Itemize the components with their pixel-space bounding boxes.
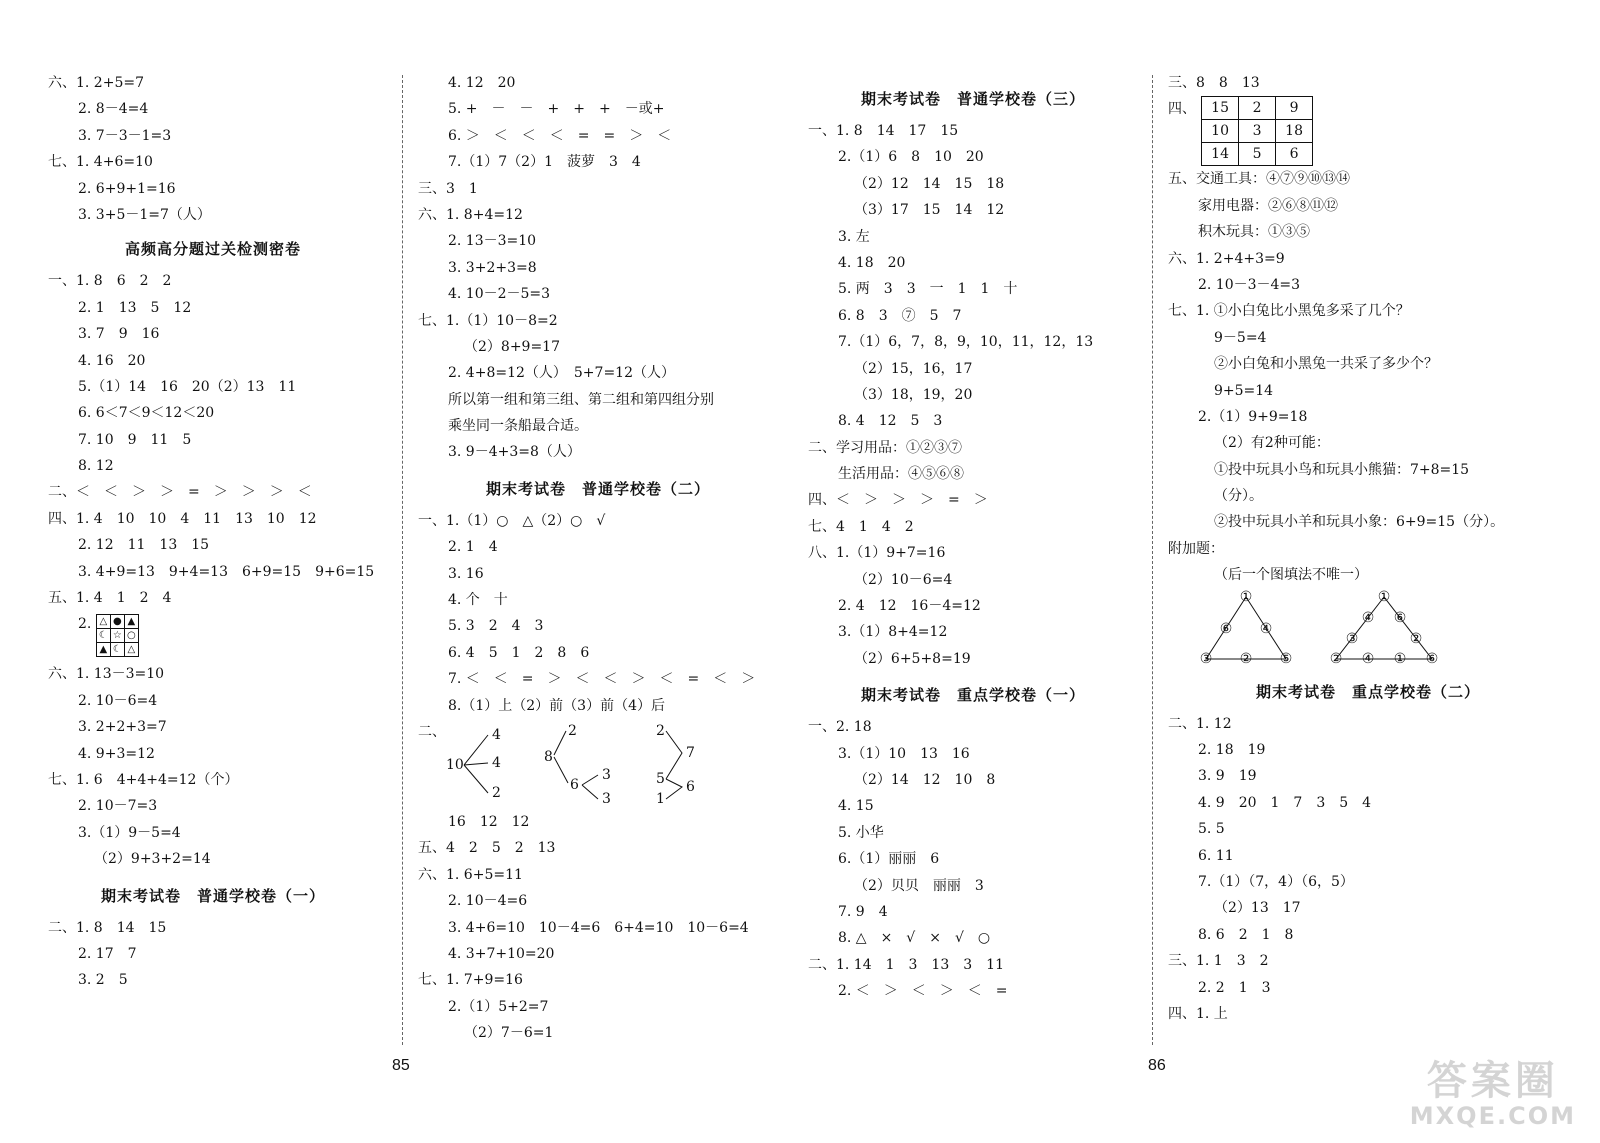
answer-line: 4. 3+7+10=20 [448,945,555,962]
answer-line: 4. 10－2－5=3 [448,286,551,303]
answer-line: （2）12 14 15 18 [854,175,1005,192]
answer-line: 2. 4+8=12（人） 5+7=12（人） [448,365,675,382]
answer-line: 8. 4 12 5 3 [838,413,943,430]
page-number-left: 85 [392,1057,410,1074]
triangle-edge [1336,597,1432,659]
tree-leaf: 2 [492,784,501,801]
tree-leaf: 7 [686,744,695,761]
symbol-cell: ▲ [96,643,110,657]
column-2 [418,70,778,1047]
answer-line: 5.（1）14 16 20（2）13 11 [78,378,297,395]
answer-block [48,70,378,228]
answer-line: 5. 小华 [838,824,884,841]
answer-line: （后一个图填法不唯一） [1214,567,1368,584]
answer-line: 六、1. 2+5=7 [48,75,144,91]
tree-leaf: 4 [492,754,501,771]
answer-line: 6. ＞ ＜ ＜ ＜ = = ＞ ＜ [448,127,672,144]
tree-leaf: 6 [686,778,695,795]
answer-line: 二、学习用品：①②③⑦ [808,439,962,456]
symbol-cell: ▲ [124,615,138,629]
triangle-node: ④ [1361,650,1375,667]
tree-root: 10 [446,756,464,773]
column-4 [1168,70,1568,1027]
tree-branch [464,735,488,793]
answer-line: 四、1. 上 [1168,1005,1228,1022]
tree-node: 6 [570,776,579,793]
answer-line: 三、8 8 13 [1168,75,1260,91]
answer-line: 一、1.（1）○ △（2）○ √ [418,512,606,529]
watermark-logo [1410,1059,1576,1129]
triangle-node: ② [1239,650,1253,667]
symbol-cell: △ [96,615,110,629]
triangle-node: ⑥ [1219,620,1233,637]
answer-line: 七、1.（1）10－8=2 [418,312,558,329]
answer-line: 2. 10－4=6 [448,893,528,910]
symbol-cell: ☆ [110,629,124,643]
triangle-node: ⑥ [1393,609,1407,626]
answer-line: 2. 1 4 [448,539,498,556]
answer-line: 五、交通工具：④⑦⑨⑩⑬⑭ [1168,171,1350,188]
tree-root: 8 [544,748,553,765]
answer-block [808,118,1138,672]
grid-cell: 2 [1239,97,1276,120]
tree-leaf: 1 [656,790,665,807]
answer-line: 家用电器：②⑥⑧⑪⑫ [1198,197,1338,214]
tree-leaf: 2 [656,722,665,739]
answer-line: 7.（1）7（2）1 菠萝 3 4 [448,154,641,171]
answer-line: 6. 11 [1198,847,1234,864]
answer-line: 七、1. 4+6=10 [48,154,153,171]
column-divider [1152,75,1153,1045]
answer-line: 二、＜ ＜ ＞ ＞ = ＞ ＞ ＞ ＜ [48,484,312,501]
answer-line: （2）有2种可能： [1214,435,1330,452]
triangle-node: ① [1377,588,1391,605]
tree-branch [666,731,682,799]
answer-line: 2. 12 11 13 15 [78,537,210,554]
column-1 [48,70,378,994]
answer-line: 4. 12 20 [448,75,516,91]
answer-line: 3.（1）10 13 16 [838,745,970,762]
triangle-node: ③ [1345,630,1359,647]
answer-line: 五、4 2 5 2 13 [418,840,556,857]
answer-line: （3）18，19，20 [854,386,973,403]
watermark-url: MXQE.COM [1409,1102,1576,1130]
answer-line: 3. 3+2+3=8 [448,259,537,276]
number-tree-row [418,719,778,809]
answer-line: 2. 18 19 [1198,742,1266,759]
page-number-right: 86 [1148,1057,1166,1074]
answer-line: 4. 9 20 1 7 3 5 4 [1198,794,1372,811]
answer-line: 9+5=14 [1214,382,1274,399]
grid-cell: 6 [1276,143,1313,166]
section-heading: 高频高分题过关检测密卷 [124,240,301,259]
tree-leaf: 3 [602,766,611,783]
answer-line: 六、1. 8+4=12 [418,206,523,223]
watermark-text: 答案圈 [1426,1058,1559,1104]
answer-line: 3. 4+6=10 10－4=6 6+4=10 10－6=4 [448,919,749,936]
triangle-node: ⑥ [1425,650,1439,667]
answer-line: 二、1. 14 1 3 13 3 11 [808,956,1004,973]
symbol-cell: ○ [124,629,138,643]
answer-line: 6. 4 5 1 2 8 6 [448,644,590,661]
answer-block [808,714,1138,1004]
answer-line: 2. 2 1 3 [1198,979,1271,996]
section-heading: 期末考试卷 普通学校卷（一） [100,886,325,905]
answer-line: 一、1. 8 14 17 15 [808,123,959,139]
answer-line: 4. 15 [838,798,874,815]
answer-line: 6. 6＜7＜9＜12＜20 [78,405,215,422]
answer-line: 2. 10－6=4 [78,692,158,709]
triangle-node: ① [1239,588,1253,605]
answer-line: （2）13 17 [1214,900,1301,917]
answer-line: 2. 13－3=10 [448,233,537,250]
answer-line: 5. 两 3 3 一 1 1 十 [838,281,1018,298]
answer-line: 2.（1）9+9=18 [1198,408,1308,425]
triangle-edge [1206,597,1286,659]
answer-block [48,661,378,872]
symbol-cell: ☾ [110,643,124,657]
answer-line: 六、1. 2+4+3=9 [1168,250,1285,267]
question-label: 2. [78,616,92,633]
tree-leaf: 2 [568,722,577,739]
answer-line: 2. 10－7=3 [78,798,158,815]
triangle-node: ④ [1259,620,1273,637]
answer-line: （2）贝贝 丽丽 3 [854,877,984,894]
answer-line: 4. 18 20 [838,254,906,271]
answer-line: 2. 6+9+1=16 [78,180,176,197]
answer-line: 3. 16 [448,565,484,582]
answer-line: 2.（1）6 8 10 20 [838,149,984,166]
answer-line: 4. 9+3=12 [78,745,155,762]
number-grid-row [1168,96,1568,166]
answer-line: 7.（1）6，7，8，9，10，11，12，13 [838,334,1094,351]
symbol-grid [96,614,139,657]
answer-line: 5. 5 [1198,821,1225,838]
answer-line: 七、1. 6 4+4+4=12（个） [48,771,239,788]
answer-line: 3. 左 [838,228,870,245]
answer-line: （2）14 12 10 8 [854,771,996,788]
column-3 [808,70,1138,1005]
tree-leaf: 4 [492,726,501,743]
answer-line: 9－5=4 [1214,329,1267,346]
answer-line: ②小白兔和小黑兔一共采了多少个？ [1214,356,1438,373]
grid-cell: 15 [1202,97,1239,120]
answer-line: 8. △ × √ × √ ○ [838,930,991,947]
answer-line: （2）6+5+8=19 [854,650,971,667]
triangle-node: ⑤ [1279,650,1293,667]
tree-leaf: 3 [602,790,611,807]
answer-line: 一、2. 18 [808,719,872,736]
answer-line: 2. 10－3－4=3 [1198,276,1301,293]
answer-block [418,70,778,466]
answer-line: 4. 个 十 [448,592,508,609]
tree-node: 5 [656,770,665,787]
answer-line: 3. 2 5 [78,972,128,989]
answer-line: 七、1. ①小白兔比小黑兔多采了几个？ [1168,303,1410,320]
answer-line: （分）。 [1214,488,1263,505]
answer-line: 四、＜ ＞ ＞ ＞ = ＞ [808,492,988,509]
answer-line: （2）9+3+2=14 [94,851,211,868]
answer-line: 积木玩具：①③⑤ [1198,224,1310,241]
triangle-node: ③ [1199,650,1213,667]
answer-line: 三、3 1 [418,180,478,197]
column-divider [402,75,403,1045]
grid-cell: 10 [1202,120,1239,143]
answer-line: 三、1. 1 3 2 [1168,953,1269,970]
answer-line: 5. 3 2 4 3 [448,618,544,635]
answer-line: 2. 17 7 [78,945,137,962]
answer-block [48,268,378,611]
answer-line: 一、1. 8 6 2 2 [48,273,172,290]
answer-line: 7.（1）（7，4）（6，5） [1198,873,1354,890]
answer-line: 7. ＜ ＜ = ＞ ＜ ＜ ＞ ＜ = ＜ ＞ [448,671,756,688]
answer-line: 乘坐同一条船最合适。 [448,418,588,435]
section-heading: 期末考试卷 重点学校卷（二） [1255,682,1480,701]
answer-line: 六、1. 6+5=11 [418,866,523,883]
answer-block [418,809,778,1047]
answer-line: 6. 8 3 ⑦ 5 7 [838,307,962,324]
answer-block [418,508,778,719]
answer-line: 6.（1）丽丽 6 [838,851,940,868]
number-grid [1201,96,1313,166]
answer-line: 3.（1）9－5=4 [78,824,181,841]
section-heading: 期末考试卷 普通学校卷（二） [485,479,710,498]
number-tree-figure [438,719,768,809]
answer-line: 生活用品：④⑤⑥⑧ [838,466,964,483]
symbol-cell: ☾ [96,629,110,643]
question-label: 四、 [1168,101,1196,118]
answer-line: 2. 8－4=4 [78,101,149,118]
triangle-node: ④ [1361,609,1375,626]
answer-line: 五、1. 4 1 2 4 [48,590,172,607]
answer-line: 4. 16 20 [78,352,146,369]
symbol-cell: △ [124,643,138,657]
answer-block [1168,166,1568,588]
answer-line: 四、1. 4 10 10 4 11 13 10 12 [48,510,317,527]
answer-line: 3. 4+9=13 9+4=13 6+9=15 9+6=15 [78,563,375,580]
answer-line: 8. 6 2 1 8 [1198,926,1294,943]
grid-cell: 3 [1239,120,1276,143]
question-label: 二、 [418,723,446,740]
answer-line: 2.（1）5+2=7 [448,998,549,1015]
answer-line: 2. 1 13 5 12 [78,299,192,316]
answer-line: 八、1.（1）9+7=16 [808,545,946,562]
answer-line: （2）7－6=1 [464,1025,554,1042]
answer-line: 所以第一组和第三组、第二组和第四组分别 [448,391,714,408]
answer-line: 二、1. 12 [1168,715,1232,732]
answer-line: 3. 9－4+3=8（人） [448,444,581,461]
triangle-node: ② [1329,650,1343,667]
grid-cell: 5 [1239,143,1276,166]
symbol-grid-row [48,611,378,661]
grid-cell: 14 [1202,143,1239,166]
answer-line: ①投中玩具小鸟和玩具小熊猫：7+8=15 [1214,461,1470,478]
answer-block [48,915,378,994]
answer-line: 3. 7－3－1=3 [78,127,172,144]
triangle-node: ② [1409,630,1423,647]
answer-line: （2）15，16，17 [854,360,973,377]
answer-line: 七、1. 7+9=16 [418,972,523,989]
answer-line: 2. ＜ ＞ ＜ ＞ ＜ = [838,983,1008,1000]
answer-line: 7. 10 9 11 5 [78,431,192,448]
answer-line: 附加题： [1168,540,1224,557]
triangle-puzzles [1168,589,1568,677]
answer-line: （2）10－6=4 [854,571,953,588]
answer-line: 3. 9 19 [1198,768,1257,785]
answer-line: （3）17 15 14 12 [854,202,1005,219]
answer-line: 七、4 1 4 2 [808,518,914,535]
answer-line: 8.（1）上（2）前（3）前（4）后 [448,697,665,714]
answer-line: 3. 2+2+3=7 [78,719,167,736]
answer-line: 3. 3+5－1=7（人） [78,206,211,223]
section-heading: 期末考试卷 普通学校卷（三） [860,90,1085,108]
symbol-cell: ● [110,615,124,629]
answer-line: 3.（1）8+4=12 [838,624,948,641]
triangle-node: ① [1393,650,1407,667]
answer-block [1168,711,1568,1028]
grid-cell: 18 [1276,120,1313,143]
grid-cell: 9 [1276,97,1313,120]
answer-line: 二、1. 8 14 15 [48,919,167,936]
triangle-figure [1194,589,1454,677]
answer-line: 7. 9 4 [838,903,888,920]
answer-line: 16 12 12 [448,813,530,830]
answer-line: ②投中玩具小羊和玩具小象：6+9=15（分）。 [1214,514,1505,531]
answer-line: 2. 4 12 16－4=12 [838,598,981,615]
answer-line: 六、1. 13－3=10 [48,666,165,683]
answer-line: 5. + － － + + + －或+ [448,101,665,118]
answer-line: 8. 12 [78,458,114,475]
section-heading: 期末考试卷 重点学校卷（一） [860,686,1085,705]
answer-line: （2）8+9=17 [464,338,560,355]
answer-line: 3. 7 9 16 [78,326,160,343]
